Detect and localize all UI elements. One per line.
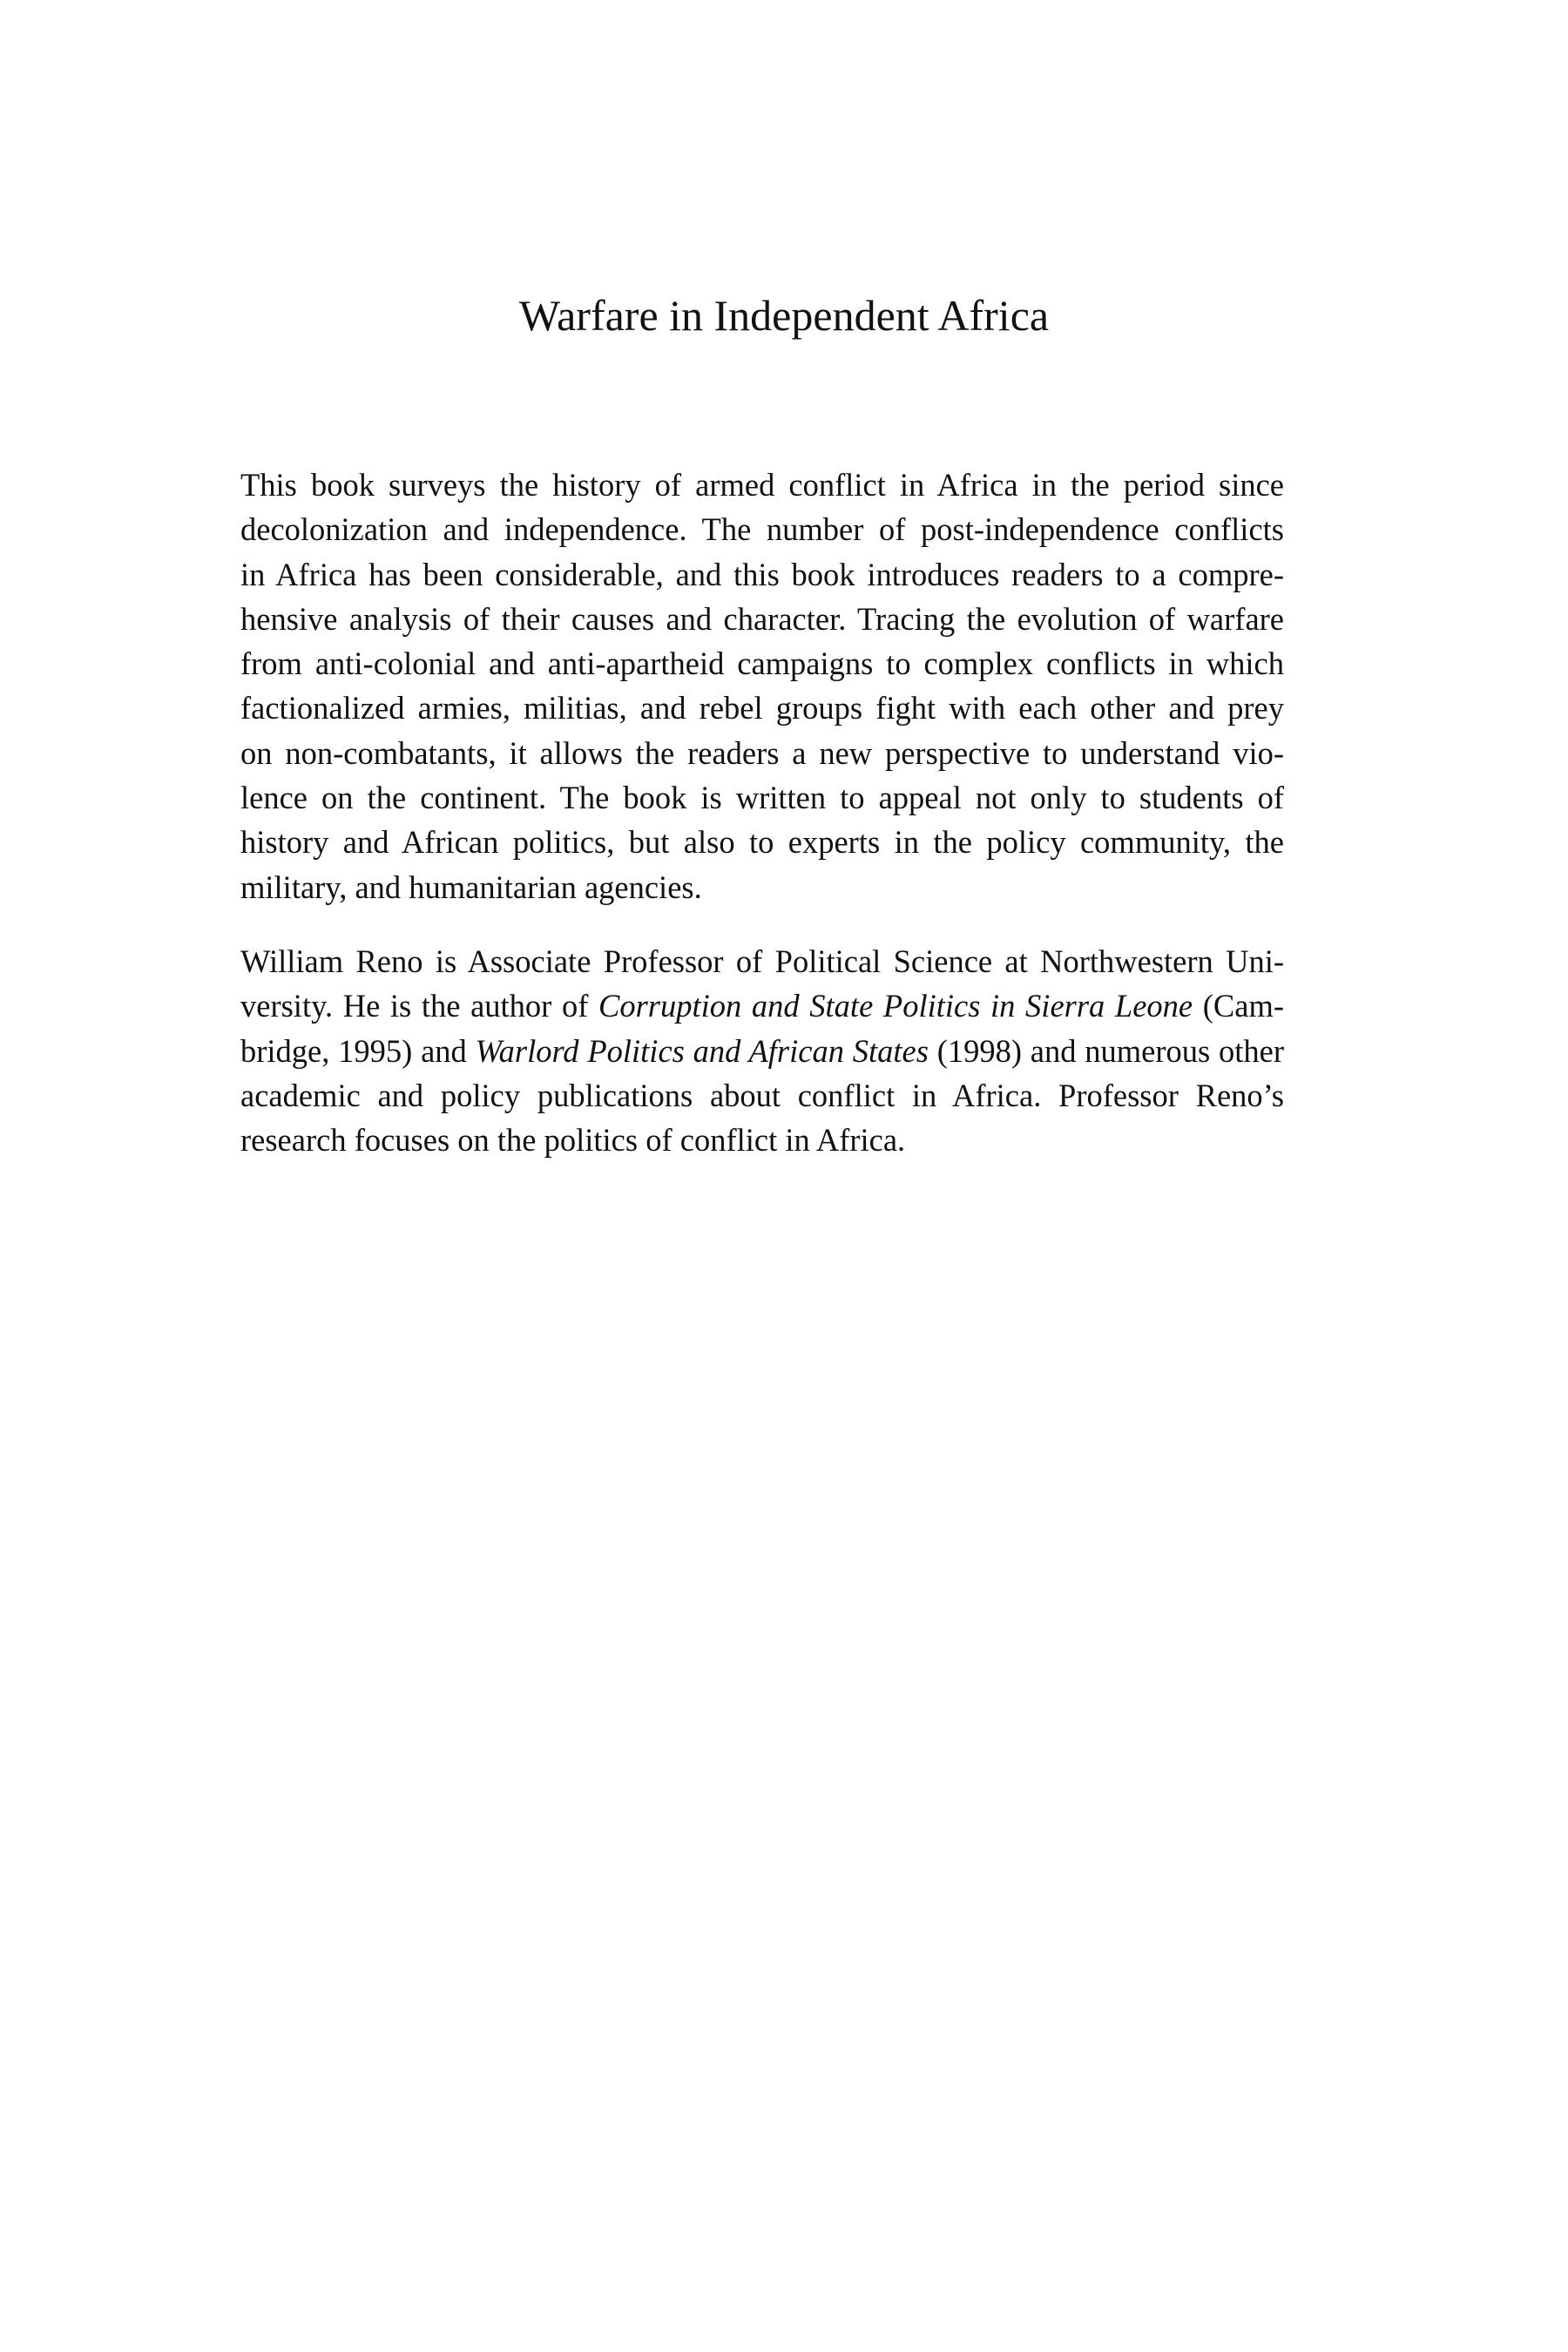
author-bio-line: academic and policy publications about conflict in Africa. Professor Reno’s [240, 1077, 1284, 1113]
author-bio [240, 939, 1284, 1162]
description-line: hensive analysis of their causes and character. Tracing the evolution of warfare [240, 600, 1284, 637]
bio-text: (Cam- [1193, 988, 1284, 1024]
page-title: Warfare in Independent Africa [518, 291, 1050, 340]
description-line: on non-combatants, it allows the readers a new perspective to understand vio- [240, 734, 1284, 771]
book-title-warlord: Warlord Politics and African States [475, 1032, 929, 1069]
description-line: from anti-colonial and anti-apartheid campaigns to complex conflicts in which [240, 645, 1284, 682]
author-bio-line: William Reno is Associate Professor of Political Science at Northwestern Uni- [240, 943, 1284, 979]
bio-text: bridge, 1995) and [240, 1032, 476, 1069]
description-line: military, and humanitarian agencies. [240, 868, 702, 905]
description-line: This book surveys the history of armed conflict in Africa in the period since [240, 467, 1284, 503]
author-bio-line: research focuses on the politics of conflict in Africa. [240, 1122, 906, 1159]
author-bio-line [240, 983, 1284, 1028]
description-line: factionalized armies, militias, and rebel groups fight with each other and prey [240, 690, 1284, 727]
book-description [240, 463, 1284, 909]
description-line: history and African politics, but also to experts in the policy community, the [240, 824, 1284, 861]
book-title-corruption: Corruption and State Politics in Sierra Leone [598, 988, 1193, 1024]
bio-text: versity. He is the author of [240, 988, 598, 1024]
description-line: in Africa has been considerable, and this book introduces readers to a compre- [240, 556, 1284, 592]
description-line: decolonization and independence. The number of post-independence conflicts [240, 511, 1284, 548]
description-line: lence on the continent. The book is written to appeal not only to students of [240, 780, 1284, 816]
author-bio-line [240, 1029, 1284, 1073]
bio-text: (1998) and numerous other [928, 1032, 1284, 1069]
